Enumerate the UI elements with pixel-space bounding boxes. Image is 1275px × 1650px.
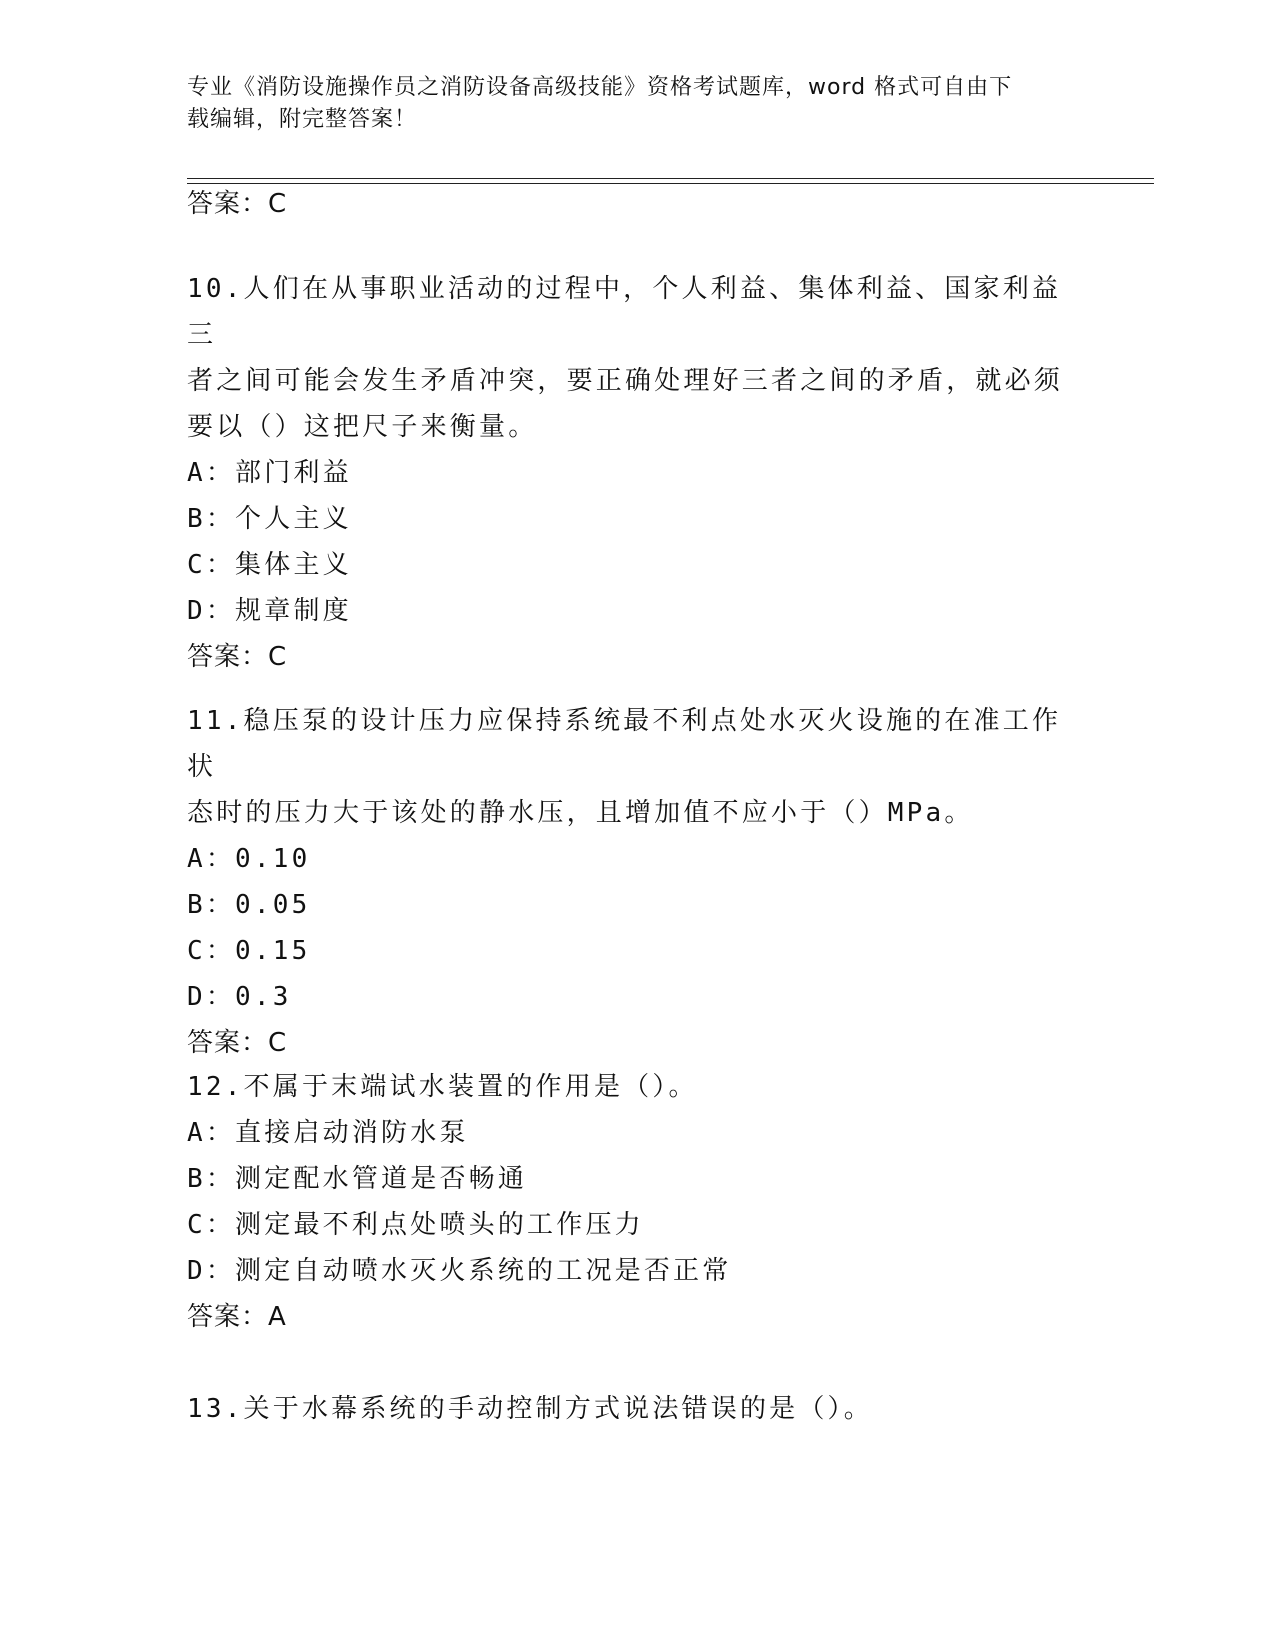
question-text-line: 10.人们在从事职业活动的过程中，个人利益、集体利益、国家利益三 — [187, 274, 1062, 350]
option-c: C：测定最不利点处喷头的工作压力 — [187, 1210, 644, 1240]
header-line-1: 专业《消防设施操作员之消防设备高级技能》资格考试题库，word 格式可自由下 — [187, 75, 1013, 100]
answer-label: 答案：C — [187, 1028, 288, 1058]
question-text-line: 要以（）这把尺子来衡量。 — [187, 412, 538, 442]
header-line-2: 载编辑，附完整答案！ — [187, 107, 418, 132]
document-header — [187, 72, 1077, 136]
question-13 — [187, 1386, 1087, 1432]
option-a: A：0.10 — [187, 844, 311, 874]
option-b: B：0.05 — [187, 890, 311, 920]
header-divider-top — [187, 178, 1154, 179]
answer-label: 答案：A — [187, 1302, 287, 1332]
question-text-line: 13.关于水幕系统的手动控制方式说法错误的是（）。 — [187, 1394, 873, 1424]
option-c: C：集体主义 — [187, 550, 352, 580]
question-text-line: 态时的压力大于该处的静水压，且增加值不应小于（）MPa。 — [187, 798, 974, 828]
option-c: C：0.15 — [187, 936, 311, 966]
question-10 — [187, 266, 1087, 680]
option-a: A：部门利益 — [187, 458, 352, 488]
option-d: D：规章制度 — [187, 596, 352, 626]
option-d: D：测定自动喷水灭火系统的工况是否正常 — [187, 1256, 732, 1286]
header-divider-bottom — [187, 183, 1154, 184]
option-b: B：测定配水管道是否畅通 — [187, 1164, 528, 1194]
answer-label: 答案：C — [187, 189, 288, 219]
answer-label: 答案：C — [187, 642, 288, 672]
question-text-line: 11.稳压泵的设计压力应保持系统最不利点处水灭火设施的在准工作状 — [187, 706, 1062, 782]
option-a: A：直接启动消防水泵 — [187, 1118, 469, 1148]
question-text-line: 12.不属于末端试水装置的作用是（）。 — [187, 1072, 698, 1102]
option-d: D：0.3 — [187, 982, 292, 1012]
question-text-line: 者之间可能会发生矛盾冲突，要正确处理好三者之间的矛盾，就必须 — [187, 366, 1064, 396]
option-b: B：个人主义 — [187, 504, 352, 534]
question-12 — [187, 1064, 1087, 1340]
question-11 — [187, 698, 1087, 1066]
